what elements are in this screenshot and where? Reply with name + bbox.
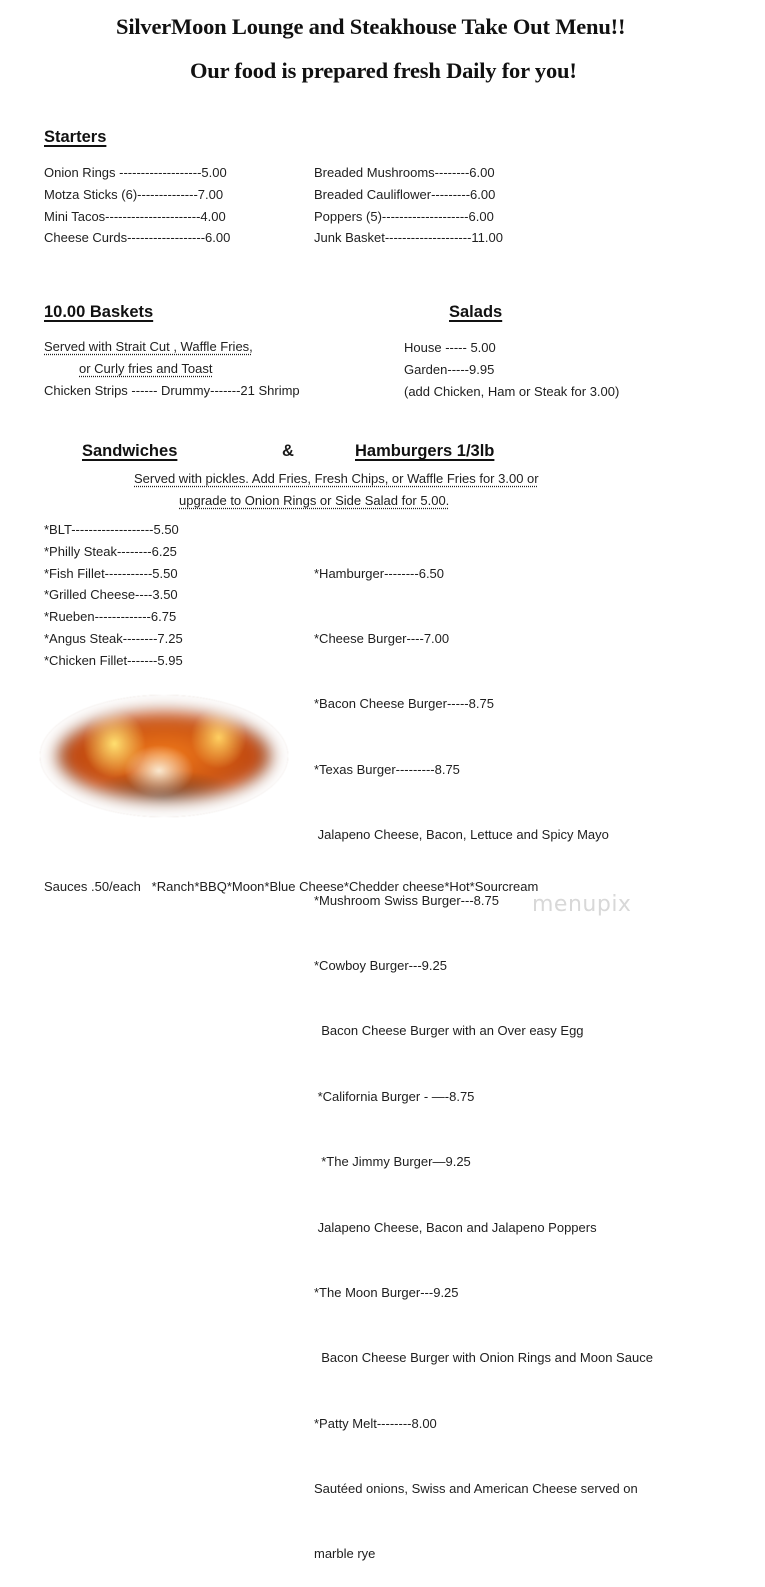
- menu-item: Breaded Mushrooms--------6.00: [314, 165, 495, 180]
- menu-item-description: Jalapeno Cheese, Bacon and Jalapeno Poppers: [314, 1219, 597, 1235]
- menu-title: SilverMoon Lounge and Steakhouse Take Out Menu!!: [116, 14, 626, 39]
- menu-item: Cheese Curds------------------6.00: [44, 230, 231, 246]
- burgers-list: [314, 519, 653, 1587]
- baskets-items: Chicken Strips ------ Drummy-------21 Shrimp: [44, 383, 300, 398]
- baskets-note-line1: Served with Strait Cut , Waffle Fries,: [44, 339, 253, 354]
- sandwich-note-line2: upgrade to Onion Rings or Side Salad for 5.00.: [179, 493, 450, 508]
- watermark: menupix: [532, 892, 632, 917]
- hamburgers-heading: Hamburgers 1/3lb: [355, 442, 495, 460]
- menu-item: (add Chicken, Ham or Steak for 3.00): [404, 383, 620, 399]
- starters-left-list: [44, 162, 230, 249]
- ampersand: &: [282, 442, 294, 460]
- menu-item: Breaded Cauliflower---------6.00: [314, 186, 496, 202]
- menu-item: *Cheese Burger----7.00: [314, 630, 450, 646]
- baskets-note-line2: or Curly fries and Toast: [79, 361, 213, 376]
- menu-item: Motza Sticks (6)--------------7.00: [44, 186, 224, 202]
- menu-item: *Rueben-------------6.75: [44, 609, 177, 625]
- menu-item: *Patty Melt--------8.00: [314, 1415, 437, 1431]
- menu-item: *The Moon Burger---9.25: [314, 1284, 459, 1300]
- menu-item: *Cowboy Burger---9.25: [314, 957, 447, 973]
- menu-item: Garden-----9.95: [404, 361, 495, 377]
- menu-item-description: Jalapeno Cheese, Bacon, Lettuce and Spicy Mayo: [314, 827, 609, 843]
- menu-item: *Fish Fillet-----------5.50: [44, 565, 178, 581]
- menu-item: *Philly Steak--------6.25: [44, 543, 177, 559]
- menu-item: *Hamburger--------6.50: [314, 565, 445, 581]
- menu-item: *The Jimmy Burger—9.25: [314, 1154, 471, 1170]
- menu-item: *Angus Steak--------7.25: [44, 630, 183, 646]
- menu-item: *BLT-------------------5.50: [44, 522, 179, 537]
- menu-item: *California Burger - —-8.75: [314, 1088, 475, 1104]
- menu-item-description: marble rye: [314, 1546, 376, 1562]
- sandwiches-heading: Sandwiches: [82, 442, 178, 460]
- sauces-line: Sauces .50/each *Ranch*BBQ*Moon*Blue Cheese*Chedder cheese*Hot*Sourcream: [44, 879, 539, 894]
- menu-item: *Bacon Cheese Burger-----8.75: [314, 696, 494, 712]
- menu-item: *Chicken Fillet-------5.95: [44, 652, 183, 668]
- menu-item: House ----- 5.00: [404, 340, 496, 355]
- salads-list: [404, 337, 619, 402]
- menu-subtitle: Our food is prepared fresh Daily for you!: [190, 58, 577, 83]
- menu-item: Mini Tacos----------------------4.00: [44, 208, 226, 224]
- salads-heading: Salads: [449, 303, 503, 321]
- menu-item: *Mushroom Swiss Burger---8.75: [314, 892, 499, 908]
- starters-heading: Starters: [44, 128, 107, 146]
- menu-item: Junk Basket--------------------11.00: [314, 230, 503, 246]
- baskets-heading: 10.00 Baskets: [44, 303, 154, 321]
- menu-item: *Grilled Cheese----3.50: [44, 587, 178, 603]
- flame-grill-image: [40, 695, 288, 817]
- menu-item: *Texas Burger---------8.75: [314, 761, 460, 777]
- menu-item: Onion Rings -------------------5.00: [44, 165, 227, 180]
- sandwich-note-line1: Served with pickles. Add Fries, Fresh Chips, or Waffle Fries for 3.00 or: [134, 471, 539, 486]
- menu-item-description: Bacon Cheese Burger with Onion Rings and Moon Sauce: [314, 1350, 653, 1366]
- starters-right-list: [314, 162, 503, 249]
- menu-item-description: Bacon Cheese Burger with an Over easy Egg: [314, 1023, 584, 1039]
- menu-item: Poppers (5)--------------------6.00: [314, 208, 494, 224]
- menu-item-description: Sautéed onions, Swiss and American Cheese served on: [314, 1481, 638, 1497]
- sandwiches-list: [44, 519, 183, 672]
